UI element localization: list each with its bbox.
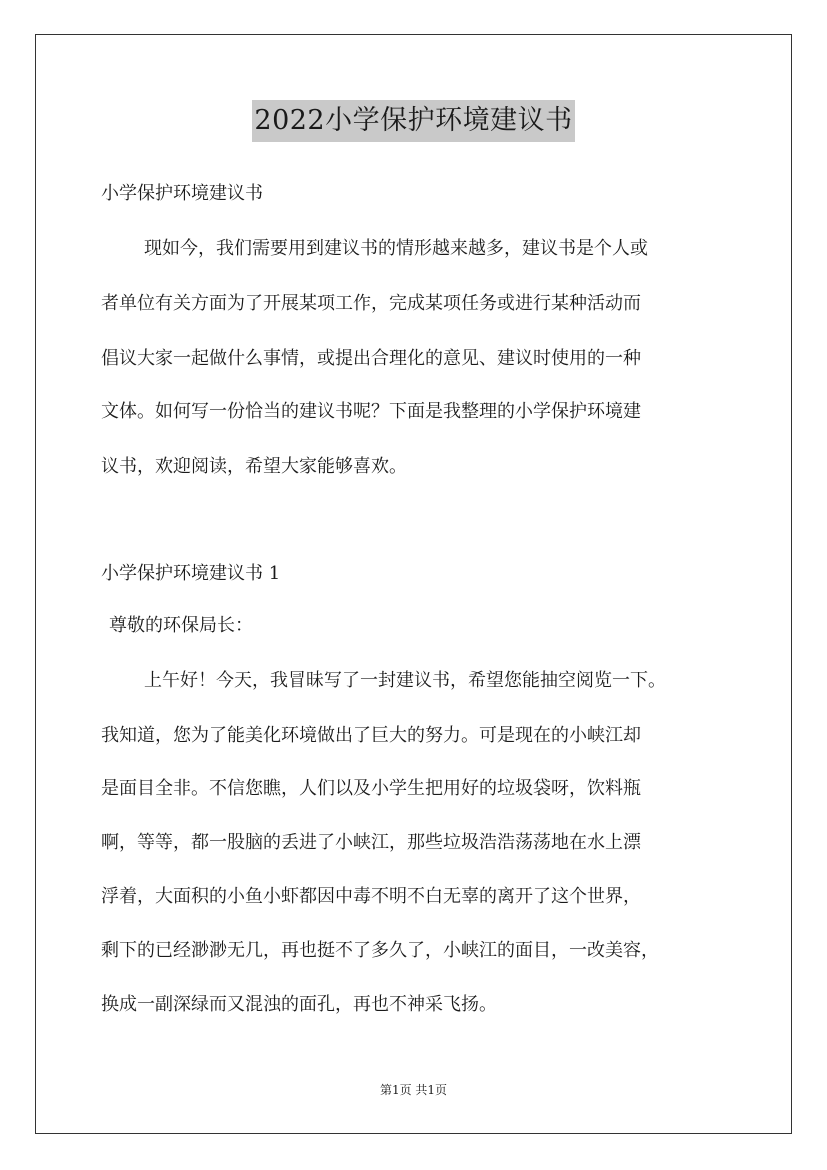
document-title: 2022小学保护环境建议书: [252, 100, 574, 142]
section-heading: 小学保护环境建议书: [101, 183, 263, 204]
letter-heading: 小学保护环境建议书 1: [101, 563, 281, 584]
body-line: 我知道，您为了能美化环境做出了巨大的努力。可是现在的小峡江却: [101, 725, 641, 746]
intro-line: 现如今，我们需要用到建议书的情形越来越多，建议书是个人或: [144, 238, 648, 259]
body-line: 是面目全非。不信您瞧，人们以及小学生把用好的垃圾袋呀，饮料瓶: [101, 778, 641, 799]
body-line: 剩下的已经渺渺无几，再也挺不了多久了，小峡江的面目，一改美容，: [101, 940, 659, 961]
intro-line: 倡议大家一起做什么事情，或提出合理化的意见、建议时使用的一种: [101, 348, 641, 369]
body-line: 换成一副深绿而又混浊的面孔，再也不神采飞扬。: [101, 994, 497, 1015]
body-line: 啊，等等，都一股脑的丢进了小峡江，那些垃圾浩浩荡荡地在水上漂: [101, 832, 641, 853]
intro-line: 者单位有关方面为了开展某项工作，完成某项任务或进行某种活动而: [101, 293, 641, 314]
salutation: 尊敬的环保局长：: [109, 615, 253, 636]
intro-line: 文体。如何写一份恰当的建议书呢？下面是我整理的小学保护环境建: [101, 401, 641, 422]
intro-line: 议书，欢迎阅读，希望大家能够喜欢。: [101, 456, 407, 477]
body-line: 上午好！今天，我冒昧写了一封建议书，希望您能抽空阅览一下。: [144, 670, 666, 691]
title-container: [0, 100, 827, 142]
page-footer: 第1页 共1页: [379, 1083, 448, 1097]
body-line: 浮着，大面积的小鱼小虾都因中毒不明不白无辜的离开了这个世界，: [101, 886, 641, 907]
